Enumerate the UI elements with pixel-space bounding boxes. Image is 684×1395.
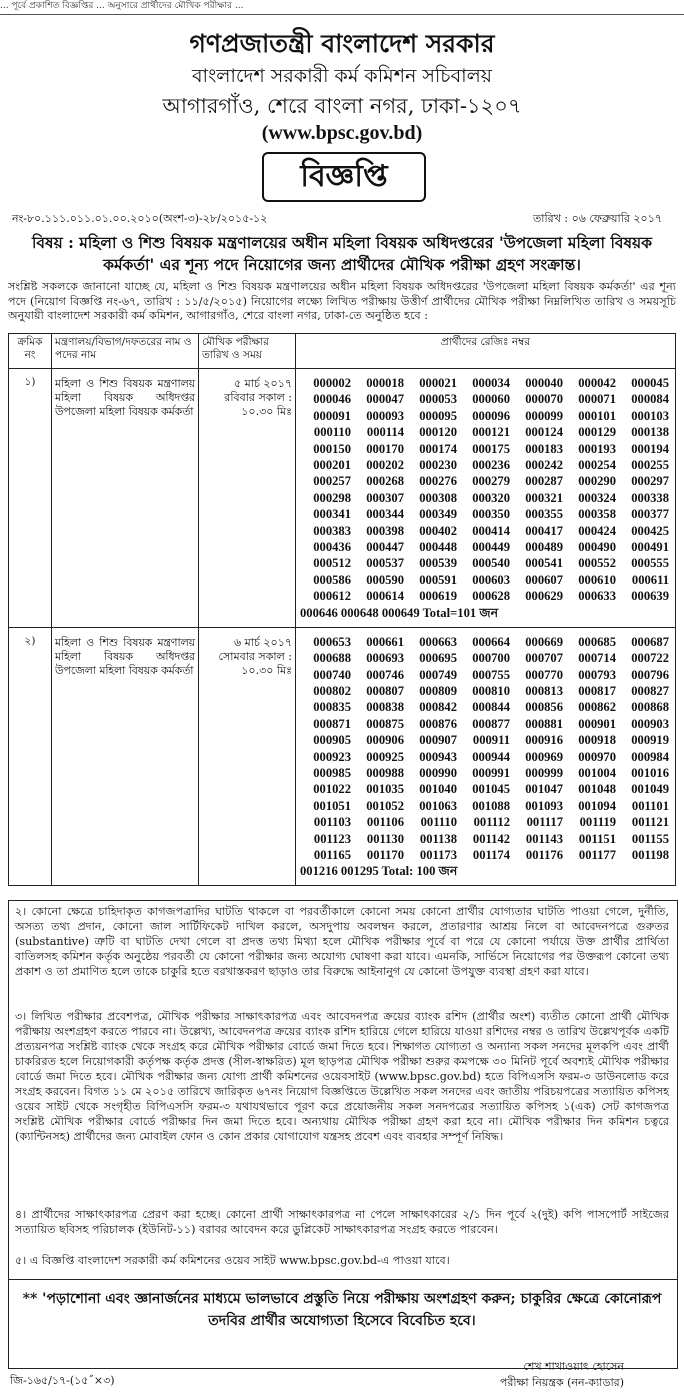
reg-number: 000969 [525, 749, 563, 764]
reg-number: 000046 [313, 392, 351, 407]
reg-number: 000402 [419, 523, 457, 538]
reg-number: 000835 [313, 700, 351, 715]
schedule-date: ৫ মার্চ ২০১৭ [234, 377, 292, 390]
signatory-name: শেখ শাখাওয়াৎ হোসেন [523, 1360, 624, 1373]
reg-number: 000876 [419, 716, 457, 731]
reg-number: 000202 [366, 458, 404, 473]
reg-number: 000877 [472, 716, 510, 731]
reg-number: 000881 [525, 716, 563, 731]
reg-number: 000358 [578, 507, 616, 522]
reg-number: 000045 [631, 376, 669, 390]
reg-number: 001051 [313, 798, 351, 813]
reg-number: 000101 [578, 408, 616, 423]
reg-number: 000817 [578, 683, 616, 698]
total-count: Total=101 [422, 605, 477, 620]
reg-number: 000611 [631, 572, 669, 587]
reg-number: 000970 [578, 749, 616, 764]
reg-number: 001103 [313, 815, 351, 830]
reg-number: 000539 [419, 556, 457, 571]
reg-number: 000984 [631, 749, 669, 764]
reg-number: 000298 [313, 490, 351, 505]
reg-number: 000324 [578, 490, 616, 505]
reg-number: 000700 [472, 651, 510, 666]
reg-number: 000809 [419, 683, 457, 698]
reg-number: 001048 [578, 782, 616, 797]
schedule-table [8, 333, 676, 886]
reg-number: 000633 [578, 589, 616, 604]
reg-number: 000695 [419, 651, 457, 666]
reg-number: 000425 [631, 523, 669, 538]
reg-number: 001022 [313, 782, 351, 797]
reg-number: 000414 [472, 523, 510, 538]
header-serial: ক্রমিক নং [9, 334, 52, 369]
reg-number: 000183 [525, 441, 563, 456]
reg-number: 000755 [472, 667, 510, 682]
row-serial: ১) [9, 369, 52, 628]
table-row [9, 627, 676, 886]
reg-number: 000308 [419, 490, 457, 505]
reg-number: 001155 [631, 831, 669, 846]
reg-number: 000398 [366, 523, 404, 538]
reg-number: 000693 [366, 651, 404, 666]
total-unit: জন [479, 605, 499, 620]
schedule-date: ৬ মার্চ ২০১৭ [234, 635, 292, 649]
row-regs [296, 369, 676, 628]
reg-number: 000491 [631, 540, 669, 555]
header-ministry: মন্ত্রণালয়/বিভাগ/দফতরের নাম ও পদের নাম [52, 334, 199, 369]
row-serial: ২) [9, 627, 52, 886]
reg-number: 000338 [631, 490, 669, 505]
reg-number: 000099 [525, 408, 563, 423]
reg-grid [300, 375, 671, 605]
reg-number: 000746 [366, 667, 404, 682]
reg-number: 000943 [419, 749, 457, 764]
reg-number: 000071 [578, 392, 616, 407]
reg-number: 000875 [366, 716, 404, 731]
reg-number: 000990 [419, 765, 457, 780]
reg-number: 000307 [366, 490, 404, 505]
reg-number: 000991 [472, 765, 510, 780]
reg-number: 000254 [578, 458, 616, 473]
row-post: মহিলা ও শিশু বিষয়ক মন্ত্রণালয় মহিলা বিষয়ক অধিদপ্তর উপজেলা মহিলা বিষয়ক কর্মকর্তা [52, 627, 199, 886]
reg-number: 001198 [631, 847, 669, 862]
reg-number: 000911 [472, 733, 510, 748]
reg-number: 001112 [473, 815, 510, 830]
reg-number: 001088 [472, 798, 510, 813]
reg-number: 000868 [631, 700, 669, 715]
reg-number: 000714 [578, 651, 616, 666]
reg-number: 000489 [525, 540, 563, 555]
reg-number: 000999 [525, 765, 563, 780]
clause-5: ৫। এ বিজ্ঞপ্তি বাংলাদেশ সরকারী কর্ম কমিশনের ওয়েব সাইট www.bpsc.gov.bd-এ পাওয়া যাবে। [15, 1254, 450, 1267]
reg-number: 000653 [313, 634, 351, 649]
reg-number: 000619 [419, 589, 457, 604]
reg-number: 000257 [313, 474, 351, 489]
reg-number: 000170 [366, 441, 404, 456]
reg-number: 000084 [631, 392, 669, 407]
reg-number: 000512 [313, 556, 351, 571]
reg-number: 000110 [313, 425, 351, 440]
reg-number: 000661 [366, 634, 404, 649]
reg-number: 001016 [631, 765, 669, 780]
table-header-row [9, 334, 676, 369]
reg-number: 000255 [631, 458, 669, 473]
reg-number: 000093 [366, 408, 404, 423]
reg-number: 000021 [419, 376, 457, 390]
reg-number: 000377 [631, 507, 669, 522]
reg-number: 000490 [578, 540, 616, 555]
reg-number: 000541 [525, 556, 563, 571]
reg-number: 000610 [578, 572, 616, 587]
reg-number: 000603 [472, 572, 510, 587]
reg-number: 000129 [578, 425, 616, 440]
reg-number: 000827 [631, 683, 669, 698]
reg-number: 000810 [472, 683, 510, 698]
reg-number: 000537 [366, 556, 404, 571]
reg-number: 000614 [366, 589, 404, 604]
row-schedule [199, 369, 296, 628]
reg-number: 001119 [579, 815, 616, 830]
office-name: বাংলাদেশ সরকারী কর্ম কমিশন সচিবালয় [191, 65, 492, 87]
reg-number: 000276 [419, 474, 457, 489]
reg-number: 000287 [525, 474, 563, 489]
reg-number: 000749 [419, 667, 457, 682]
reg-number: 001045 [472, 782, 510, 797]
reg-number: 000540 [472, 556, 510, 571]
clauses-box [8, 900, 678, 1280]
reg-number: 000034 [472, 376, 510, 390]
row-total-line [300, 605, 671, 621]
last-regs: 000646 000648 000649 [300, 605, 420, 620]
clause-2: ২। কোনো ক্ষেত্রে চাহিদাকৃত কাগজপত্রাদির ঘাটতি থাকলে বা পরবর্তীকালে কোনো সময় কোনো প্রার্থীর যোগ্যতার ঘাটতি পাওয়া গেলে, দুর্নীতি, অসত্য তথ্য প্রদান, কোনো জাল সার্টিফিকেট দাখিল করলে, অসদুপায় অবলম্বন করলে, প্রতারণার আশ্রয় নিলে বা আবেদনপত্রে গুরুতর (substantive) ত্রুটি বা ঘাটতি দেখা গেলে বা প্রদত্ত তথ্য মিথ্যা হলে মৌখিক পরীক্ষার পূর্বে বা পরে যে কোনো পর্যায়ে উক্ত প্রার্থীর প্রার্থিতা বাতিলসহ কমিশন কর্তৃক অনুষ্ঠেয় পরবর্তী যে কোনো পরীক্ষার জন্য অযোগ্য ঘোষণা করা যাবে। এমনকি, সার্ভিসে নিয়োগের পর উক্তরূপ কোনো তথ্য প্রকাশ ও তা প্রমাণিত হলে তাকে চাকুরি হতে বরখাস্তকরণ ছাড়াও তার বিরুদ্ধে আইনানুগ যে কোনো উপযুক্ত ব্যবস্থা গ্রহণ করা যাবে। [15, 905, 669, 978]
total-count: Total: 100 [381, 864, 436, 879]
reg-number: 000417 [525, 523, 563, 538]
total-unit: জন [438, 864, 458, 879]
reg-number: 000344 [366, 507, 404, 522]
reg-number: 000341 [313, 507, 351, 522]
reg-number: 000096 [472, 408, 510, 423]
notice-date: তারিখ : ০৬ ফেব্রুয়ারি ২০১৭ [533, 212, 662, 225]
reg-number: 000297 [631, 474, 669, 489]
reg-number: 000552 [578, 556, 616, 571]
intro-paragraph: সংশ্লিষ্ট সকলকে জানানো যাচ্ছে যে, মহিলা ও শিশু বিষয়ক মন্ত্রণালয়ের অধীন মহিলা বিষয়ক অধিদপ্তরের 'উপজেলা মহিলা বিষয়ক কর্মকর্তা' এর শূন্য পদে (নিয়োগ বিজ্ঞপ্তি নং-৬৭, তারিখ : ১১/৫/২০১৫) নিয়োগের লক্ষ্যে লিখিত পরীক্ষায় উত্তীর্ণ প্রার্থীদের মৌখিক পরীক্ষা নিম্নলিখিত তারিখ ও সময়সূচি অনুযায়ী বাংলাদেশ সরকারী কর্ম কমিশন, আগারগাঁও, শেরে বাংলা নগর, ঢাকা-তে অনুষ্ঠিত হবে : [8, 280, 676, 322]
reg-number: 000629 [525, 589, 563, 604]
reg-number: 000802 [313, 683, 351, 698]
reg-number: 001101 [631, 798, 669, 813]
reg-number: 000121 [472, 425, 510, 440]
reg-number: 000685 [578, 634, 616, 649]
reg-number: 001117 [526, 815, 563, 830]
reg-number: 000290 [578, 474, 616, 489]
reg-number: 000916 [525, 733, 563, 748]
reg-number: 001063 [419, 798, 457, 813]
reg-number: 001130 [366, 831, 404, 846]
reg-number: 001165 [313, 847, 351, 862]
reg-number: 000018 [366, 376, 404, 390]
reg-number: 001035 [366, 782, 404, 797]
reg-number: 000844 [472, 700, 510, 715]
reg-number: 001093 [525, 798, 563, 813]
reg-number: 000201 [313, 458, 351, 473]
reg-number: 001094 [578, 798, 616, 813]
reg-number: 000555 [631, 556, 669, 571]
reg-number: 000447 [366, 540, 404, 555]
reg-number: 000901 [578, 716, 616, 731]
reg-number: 000906 [366, 733, 404, 748]
reg-number: 001049 [631, 782, 669, 797]
row-regs [296, 627, 676, 886]
reg-number: 000590 [366, 572, 404, 587]
reg-number: 001170 [366, 847, 404, 862]
reg-number: 000355 [525, 507, 563, 522]
schedule-day: সোমবার সকাল : [218, 649, 292, 663]
reg-number: 000042 [578, 376, 616, 390]
reg-number: 000120 [419, 425, 457, 440]
reg-number: 000114 [366, 425, 404, 440]
reg-number: 000985 [313, 765, 351, 780]
reg-number: 001142 [472, 831, 510, 846]
reg-number: 000194 [631, 441, 669, 456]
reg-number: 001173 [419, 847, 457, 862]
reg-number: 000095 [419, 408, 457, 423]
reg-number: 000862 [578, 700, 616, 715]
gov-code: জি-১৬৫/১৭-(১৫˝×৩) [10, 1374, 115, 1387]
reg-number: 000838 [366, 700, 404, 715]
reg-number: 000236 [472, 458, 510, 473]
notice-title-box: বিজ্ঞপ্তি [262, 152, 426, 202]
reg-number: 000053 [419, 392, 457, 407]
row-schedule [199, 627, 296, 886]
reg-number: 001151 [578, 831, 616, 846]
reg-number: 001123 [313, 831, 351, 846]
reg-number: 001176 [525, 847, 563, 862]
reg-number: 001143 [525, 831, 563, 846]
reg-number: 000047 [366, 392, 404, 407]
reg-number: 000669 [525, 634, 563, 649]
reg-number: 000591 [419, 572, 457, 587]
subject-line: বিষয় : মহিলা ও শিশু বিষয়ক মন্ত্রণালয়ের অধীন মহিলা বিষয়ক অধিদপ্তরের 'উপজেলা মহিলা বিষয়ক কর্মকর্তা' এর শূন্য পদে নিয়োগের জন্য প্রার্থীদের মৌখিক পরীক্ষা গ্রহণ সংক্রান্ত। [31, 233, 653, 274]
schedule-time: ১০.৩০ মিঃ [241, 405, 292, 418]
reg-number: 000925 [366, 749, 404, 764]
reg-number: 000687 [631, 634, 669, 649]
reg-number: 000628 [472, 589, 510, 604]
reg-number: 001174 [472, 847, 510, 862]
reg-number: 000856 [525, 700, 563, 715]
reg-number: 000707 [525, 651, 563, 666]
reg-number: 000320 [472, 490, 510, 505]
reg-number: 000060 [472, 392, 510, 407]
reg-number: 000770 [525, 667, 563, 682]
clause-4: ৪। প্রার্থীদের সাক্ষাৎকারপত্র প্রেরণ করা হচ্ছে। কোনো প্রার্থী সাক্ষাৎকারপত্র না পেলে সাক্ষাৎকারের ২/১ দিন পূর্বে ২(দুই) কপি পাসপোর্ট সাইজের সত্যায়িত ছবিসহ পরিচালক (ইউনিট-১১) বরাবর আবেদন করে ডুপ্লিকেট সাক্ষাৎকারপত্র সংগ্রহ করতে পারবেন। [15, 1208, 669, 1236]
reg-number: 000796 [631, 667, 669, 682]
header-schedule: মৌখিক পরীক্ষার তারিখ ও সময় [199, 334, 296, 369]
reg-number: 000813 [525, 683, 563, 698]
reg-number: 000193 [578, 441, 616, 456]
reg-number: 000903 [631, 716, 669, 731]
reg-number: 000040 [525, 376, 563, 390]
header-regs: প্রার্থীদের রেজিঃ নম্বর [296, 334, 676, 369]
reg-number: 000424 [578, 523, 616, 538]
office-address: আগারগাঁও, শেরে বাংলা নগর, ঢাকা-১২০৭ [162, 94, 522, 118]
last-regs: 001216 001295 [300, 864, 379, 879]
reg-number: 000919 [631, 733, 669, 748]
reg-number: 000664 [472, 634, 510, 649]
reg-number: 000279 [472, 474, 510, 489]
reg-number: 000150 [313, 441, 351, 456]
reg-number: 001110 [420, 815, 457, 830]
clause-3: ৩। লিখিত পরীক্ষার প্রবেশপত্র, মৌখিক পরীক্ষার সাক্ষাৎকারপত্র এবং আবেদনপত্র ক্রয়ের ব্যাংক রশিদ (প্রার্থীর অংশ) ব্যতীত কোনো প্রার্থী মৌখিক পরীক্ষায় অংশগ্রহণ করতে পারবে না। উল্লেখ্য, আবেদনপত্র ক্রয়ের ব্যাংক রশিদ হারিয়ে গেলে হারিয়ে যাওয়া রশিদের নম্বর ও তারিখ উল্লেখপূর্বক একটি প্রত্যয়নপত্র সংশ্লিষ্ট ব্যাংক থেকে সংগ্রহ করে মৌখিক পরীক্ষার বোর্ডে জমা দিতে হবে। শিক্ষাগত যোগ্যতা ও অন্যান্য সকল সনদের মূলকপি এবং প্রার্থী চাকরিরত হলে নিয়োগকারী কর্তৃপক্ষ কর্তৃক প্রদত্ত (সীল-স্বাক্ষরিত) মূল ছাড়পত্র মৌখিক পরীক্ষা শুরুর কমপক্ষে ৩০ মিনিট পূর্বে অবশ্যই মৌখিক পরীক্ষার বোর্ডে জমা দিতে হবে। মৌখিক পরীক্ষার জন্য যোগ্য প্রার্থী কমিশনের ওয়েবসাইট (www.bpsc.gov.bd) হতে বিপিএসসি ফরম-৩ ডাউনলোড করে সংগ্রহ করবেন। বিগত ১১ মে ২০১৫ তারিখে জারিকৃত ৬৭নং নিয়োগ বিজ্ঞপ্তিতে উল্লেখিত সকল সনদের এবং জাতীয় পরিচয়পত্রের সত্যায়িত কপিসহ ওয়েব সাইট থেকে সংগৃহীত বিপিএসসি ফরম-৩ যথাযথভাবে পূরণ করে প্রয়োজনীয় সকল সনদপত্রের সত্যায়িত কপিসহ ১(এক) সেট কাগজপত্র সংশ্লিষ্ট মৌখিক পরীক্ষার বোর্ডে পরীক্ষার দিন জমা দিতে হবে। অন্যথায় মৌখিক পরীক্ষা গ্রহণ করা হবে না। মৌখিক পরীক্ষার দিন কমিশন চত্বরে (ক্যান্টিনসহ) প্রার্থীদের জন্য মোবাইল ফোন ও কোন প্রকার যোগাযোগ যন্ত্রসহ প্রবেশ এবং ব্যবহার সম্পূর্ণ নিষিদ্ধ। [15, 1010, 669, 1143]
reg-number: 000242 [525, 458, 563, 473]
website-link[interactable]: (www.bpsc.gov.bd) [261, 122, 423, 144]
schedule-time: ১০.৩০ মিঃ [241, 663, 292, 677]
top-strip: ... পূর্বে প্রকাশিত বিজ্ঞপ্তির ... অনুসারে প্রার্থীদের মৌখিক পরীক্ষার ... [0, 0, 684, 15]
reg-number: 001052 [366, 798, 404, 813]
reg-number: 000002 [313, 376, 351, 390]
reg-number: 001177 [578, 847, 616, 862]
reg-number: 000944 [472, 749, 510, 764]
footnote: ** 'পড়াশোনা এবং জ্ঞানার্জনের মাধ্যমে ভালভাবে প্রস্তুতি নিয়ে পরীক্ষায় অংশগ্রহণ করুন; চাকুরির ক্ষেত্রে কোনোরূপ তদবির প্রার্থীর অযোগ্যতা হিসেবে বিবেচিত হবে। [22, 1291, 662, 1329]
reg-number: 000103 [631, 408, 669, 423]
reg-number: 000448 [419, 540, 457, 555]
reg-number: 001106 [366, 815, 404, 830]
row-total-line [300, 863, 671, 879]
signatory-title: পরীক্ষা নিয়ন্ত্রক (নন-ক্যাডার) [499, 1376, 624, 1389]
reg-number: 000871 [313, 716, 351, 731]
table-row [9, 369, 676, 628]
reg-number: 001040 [419, 782, 457, 797]
reg-number: 000174 [419, 441, 457, 456]
reg-number: 000091 [313, 408, 351, 423]
reg-number: 000607 [525, 572, 563, 587]
reg-number: 001138 [419, 831, 457, 846]
reg-number: 000918 [578, 733, 616, 748]
reg-number: 000663 [419, 634, 457, 649]
reg-number: 000230 [419, 458, 457, 473]
reg-number: 000436 [313, 540, 351, 555]
reg-number: 000383 [313, 523, 351, 538]
reference-number: নং-৮০.১১১.০১১.০১.০০.২০১০(অংশ-৩)-২৮/২০১৫-১২ [12, 212, 268, 225]
reg-number: 000350 [472, 507, 510, 522]
reg-number: 000793 [578, 667, 616, 682]
reg-number: 000905 [313, 733, 351, 748]
reg-number: 000586 [313, 572, 351, 587]
reg-number: 000321 [525, 490, 563, 505]
schedule-day: রবিবার সকাল : [224, 391, 292, 404]
reg-number: 000268 [366, 474, 404, 489]
reg-number: 000842 [419, 700, 457, 715]
reg-number: 000449 [472, 540, 510, 555]
reg-number: 000349 [419, 507, 457, 522]
reg-grid [300, 634, 671, 864]
reg-number: 000722 [631, 651, 669, 666]
reg-number: 000124 [525, 425, 563, 440]
reg-number: 000688 [313, 651, 351, 666]
reg-number: 001121 [631, 815, 669, 830]
row-post: মহিলা ও শিশু বিষয়ক মন্ত্রণালয় মহিলা বিষয়ক অধিদপ্তর উপজেলা মহিলা বিষয়ক কর্মকর্তা [52, 369, 199, 628]
reg-number: 001047 [525, 782, 563, 797]
reg-number: 000138 [631, 425, 669, 440]
reg-number: 000175 [472, 441, 510, 456]
reg-number: 000907 [419, 733, 457, 748]
reg-number: 000988 [366, 765, 404, 780]
reg-number: 000923 [313, 749, 351, 764]
reg-number: 001004 [578, 765, 616, 780]
govt-title: গণপ্রজাতন্ত্রী বাংলাদেশ সরকার [189, 29, 495, 58]
reg-number: 000070 [525, 392, 563, 407]
reg-number: 000807 [366, 683, 404, 698]
reg-number: 000639 [631, 589, 669, 604]
reg-number: 000740 [313, 667, 351, 682]
reg-number: 000612 [313, 589, 351, 604]
